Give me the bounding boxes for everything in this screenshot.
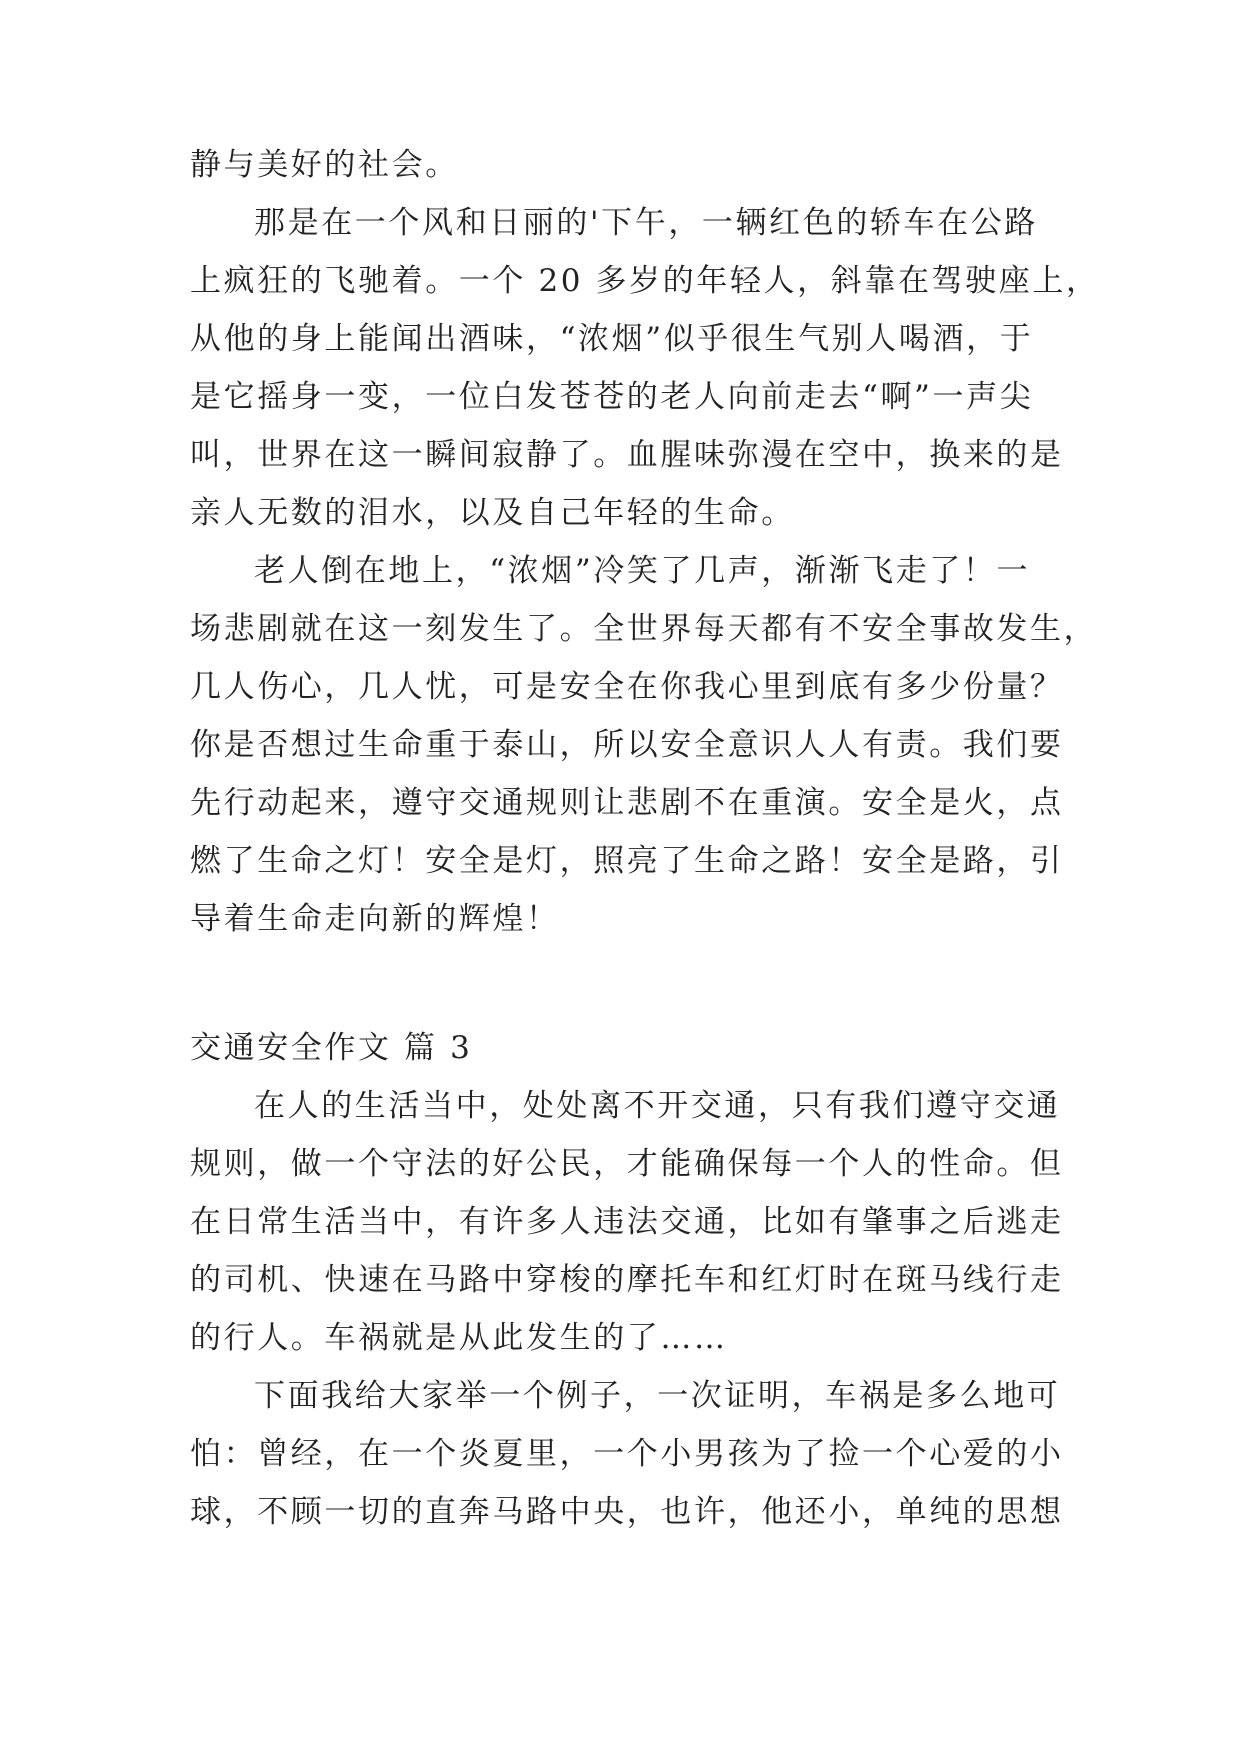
text-line: 静与美好的社会。 — [190, 147, 459, 183]
text-line: 亲人无数的泪水，以及自己年轻的生命。 — [190, 495, 795, 531]
text-line: 那是在一个风和日丽的'下午，一辆红色的轿车在公路 — [254, 205, 1038, 241]
section-heading: 交通安全作文 篇 3 — [190, 1030, 473, 1066]
text-line: 先行动起来，遵守交通规则让悲剧不在重演。安全是火，点 — [190, 785, 1064, 821]
text-line: 在日常生活当中，有许多人违法交通，比如有肇事之后逃走 — [190, 1204, 1064, 1240]
text-line: 的司机、快速在马路中穿梭的摩托车和红灯时在斑马线行走 — [190, 1262, 1064, 1298]
text-line: 下面我给大家举一个例子，一次证明，车祸是多么地可 — [254, 1378, 1061, 1414]
text-line: 老人倒在地上，“浓烟”冷笑了几声，渐渐飞走了！一 — [254, 553, 1031, 589]
text-line: 上疯狂的飞驰着。一个 20 多岁的年轻人，斜靠在驾驶座上， — [190, 263, 1100, 299]
text-line: 规则，做一个守法的好公民，才能确保每一个人的性命。但 — [190, 1146, 1064, 1182]
text-line: 导着生命走向新的辉煌！ — [190, 901, 560, 937]
text-line: 怕：曾经，在一个炎夏里，一个小男孩为了捡一个心爱的小 — [190, 1436, 1064, 1472]
text-line: 燃了生命之灯！安全是灯，照亮了生命之路！安全是路，引 — [190, 843, 1064, 879]
text-line: 叫，世界在这一瞬间寂静了。血腥味弥漫在空中，换来的是 — [190, 437, 1064, 473]
text-line: 球，不顾一切的直奔马路中央，也许，他还小，单纯的思想 — [190, 1494, 1064, 1530]
text-line: 几人伤心，几人忧，可是安全在你我心里到底有多少份量？ — [190, 669, 1064, 705]
text-line: 场悲剧就在这一刻发生了。全世界每天都有不安全事故发生， — [190, 611, 1098, 647]
text-line: 从他的身上能闻出酒味，“浓烟”似乎很生气别人喝酒，于 — [190, 321, 1034, 357]
text-line: 是它摇身一变，一位白发苍苍的老人向前走去“啊”一声尖 — [190, 379, 1034, 415]
text-line: 的行人。车祸就是从此发生的了…… — [190, 1320, 728, 1356]
text-line: 在人的生活当中，处处离不开交通，只有我们遵守交通 — [254, 1088, 1061, 1124]
text-line: 你是否想过生命重于泰山，所以安全意识人人有责。我们要 — [190, 727, 1064, 763]
